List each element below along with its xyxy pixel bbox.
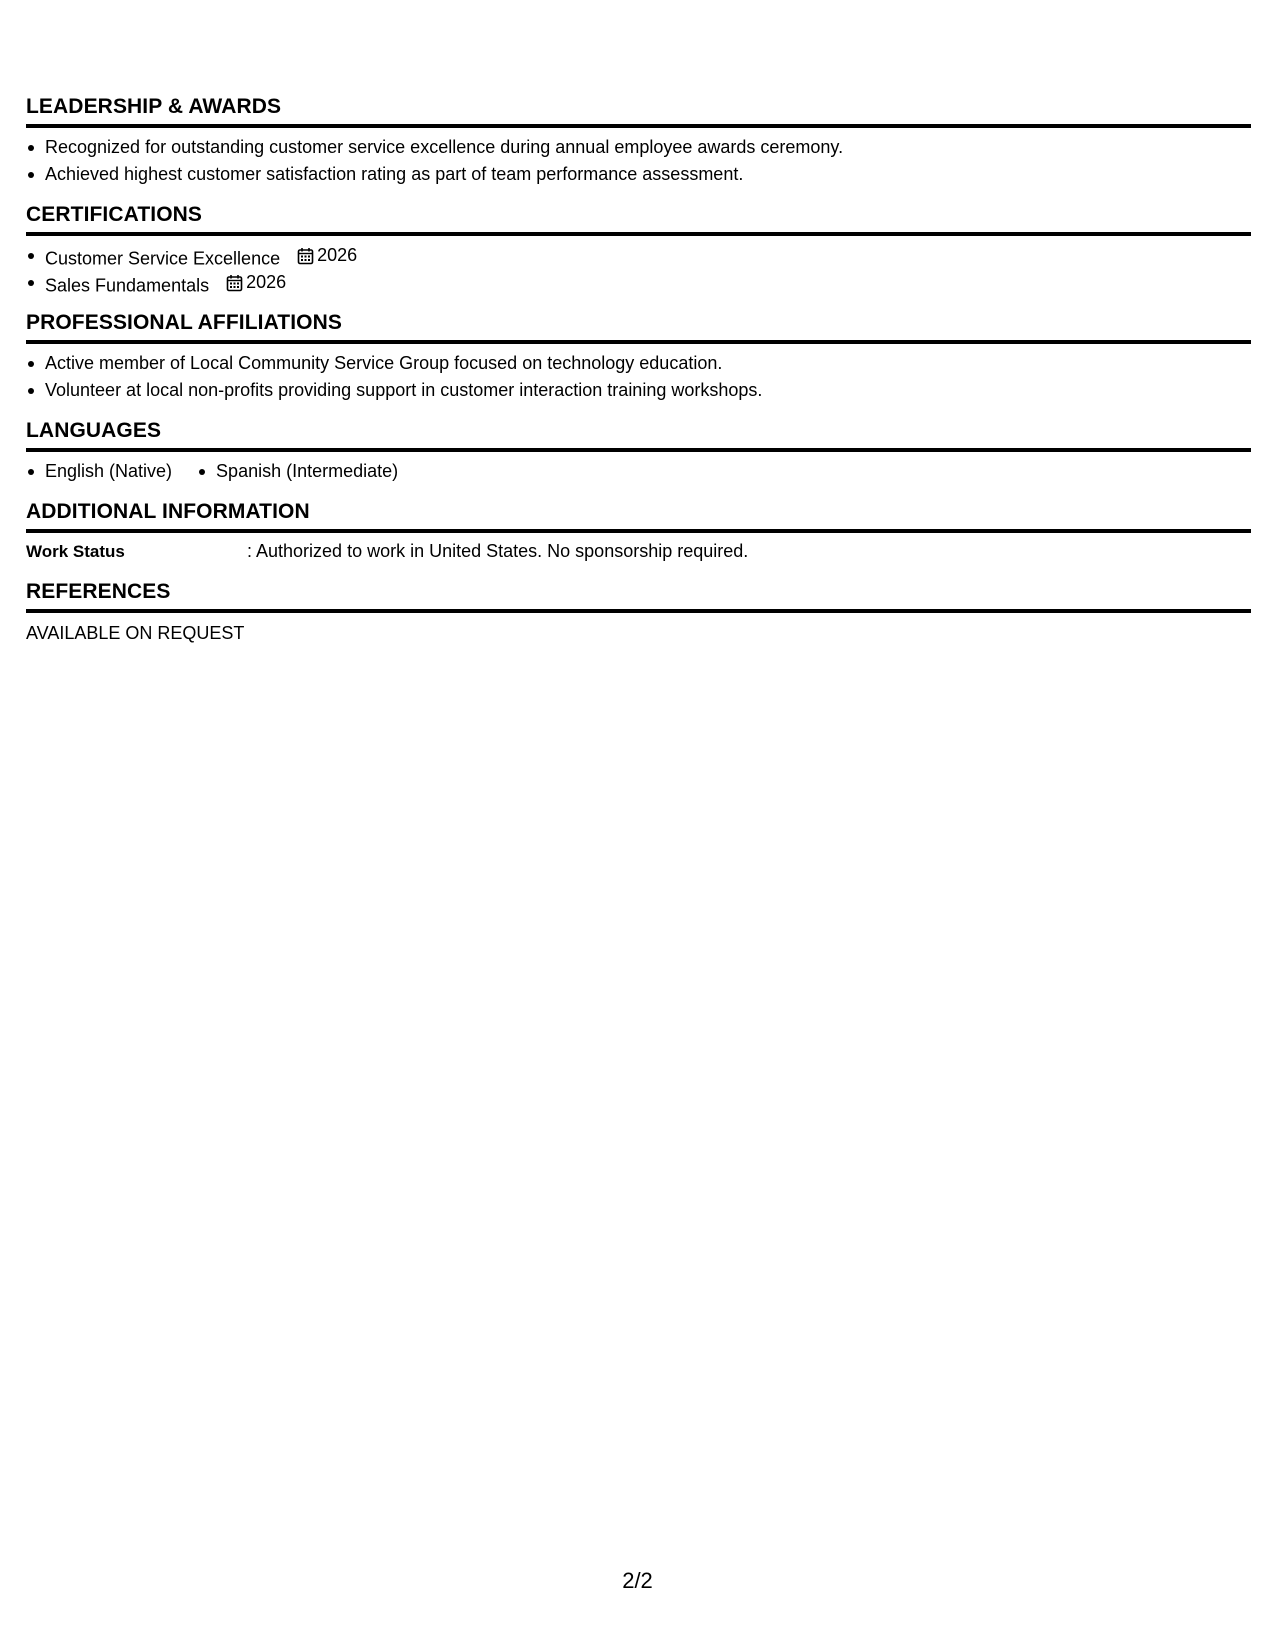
- certifications-list: [26, 242, 1251, 296]
- language-item: English (Native): [26, 458, 172, 485]
- certification-item: [26, 242, 1251, 269]
- leadership-section: [26, 93, 1251, 188]
- certification-year: 2026: [317, 245, 358, 265]
- certification-year: 2026: [246, 272, 287, 292]
- certification-item: [26, 269, 1251, 296]
- references-text: AVAILABLE ON REQUEST: [26, 623, 245, 643]
- additional-info-section: [26, 498, 1251, 565]
- languages-list: [26, 458, 1251, 485]
- certification-name: Customer Service Excellence: [45, 248, 281, 269]
- section-title-leadership: LEADERSHIP & AWARDS: [26, 93, 1251, 128]
- list-item: Achieved highest customer satisfaction rating as part of team performance assessment.: [26, 161, 1251, 188]
- work-status-value: : Authorized to work in United States. No sponsorship required.: [247, 541, 749, 561]
- list-item: Active member of Local Community Service Group focused on technology education.: [26, 350, 1251, 377]
- resume-page: [26, 93, 1251, 647]
- list-item: Recognized for outstanding customer service excellence during annual employee awards ceremony.: [26, 134, 1251, 161]
- affiliations-list: [26, 350, 1251, 404]
- list-item: Volunteer at local non-profits providing support in customer interaction training workshops.: [26, 377, 1251, 404]
- certifications-section: [26, 201, 1251, 296]
- work-status-label: Work Status: [26, 542, 125, 561]
- certification-date: [226, 269, 286, 296]
- affiliations-section: [26, 309, 1251, 404]
- section-title-additional: ADDITIONAL INFORMATION: [26, 498, 1251, 533]
- calendar-icon: [226, 274, 243, 292]
- certification-date: [297, 242, 357, 269]
- work-status-row: [26, 538, 1251, 565]
- languages-section: [26, 417, 1251, 485]
- section-title-affiliations: PROFESSIONAL AFFILIATIONS: [26, 309, 1251, 344]
- references-section: [26, 578, 1251, 647]
- certification-name: Sales Fundamentals: [45, 275, 210, 296]
- section-title-references: REFERENCES: [26, 578, 1251, 613]
- calendar-icon: [297, 247, 314, 265]
- language-item: Spanish (Intermediate): [197, 458, 398, 485]
- section-title-certifications: CERTIFICATIONS: [26, 201, 1251, 236]
- leadership-list: [26, 134, 1251, 188]
- page-number: 2/2: [622, 1568, 653, 1593]
- section-title-languages: LANGUAGES: [26, 417, 1251, 452]
